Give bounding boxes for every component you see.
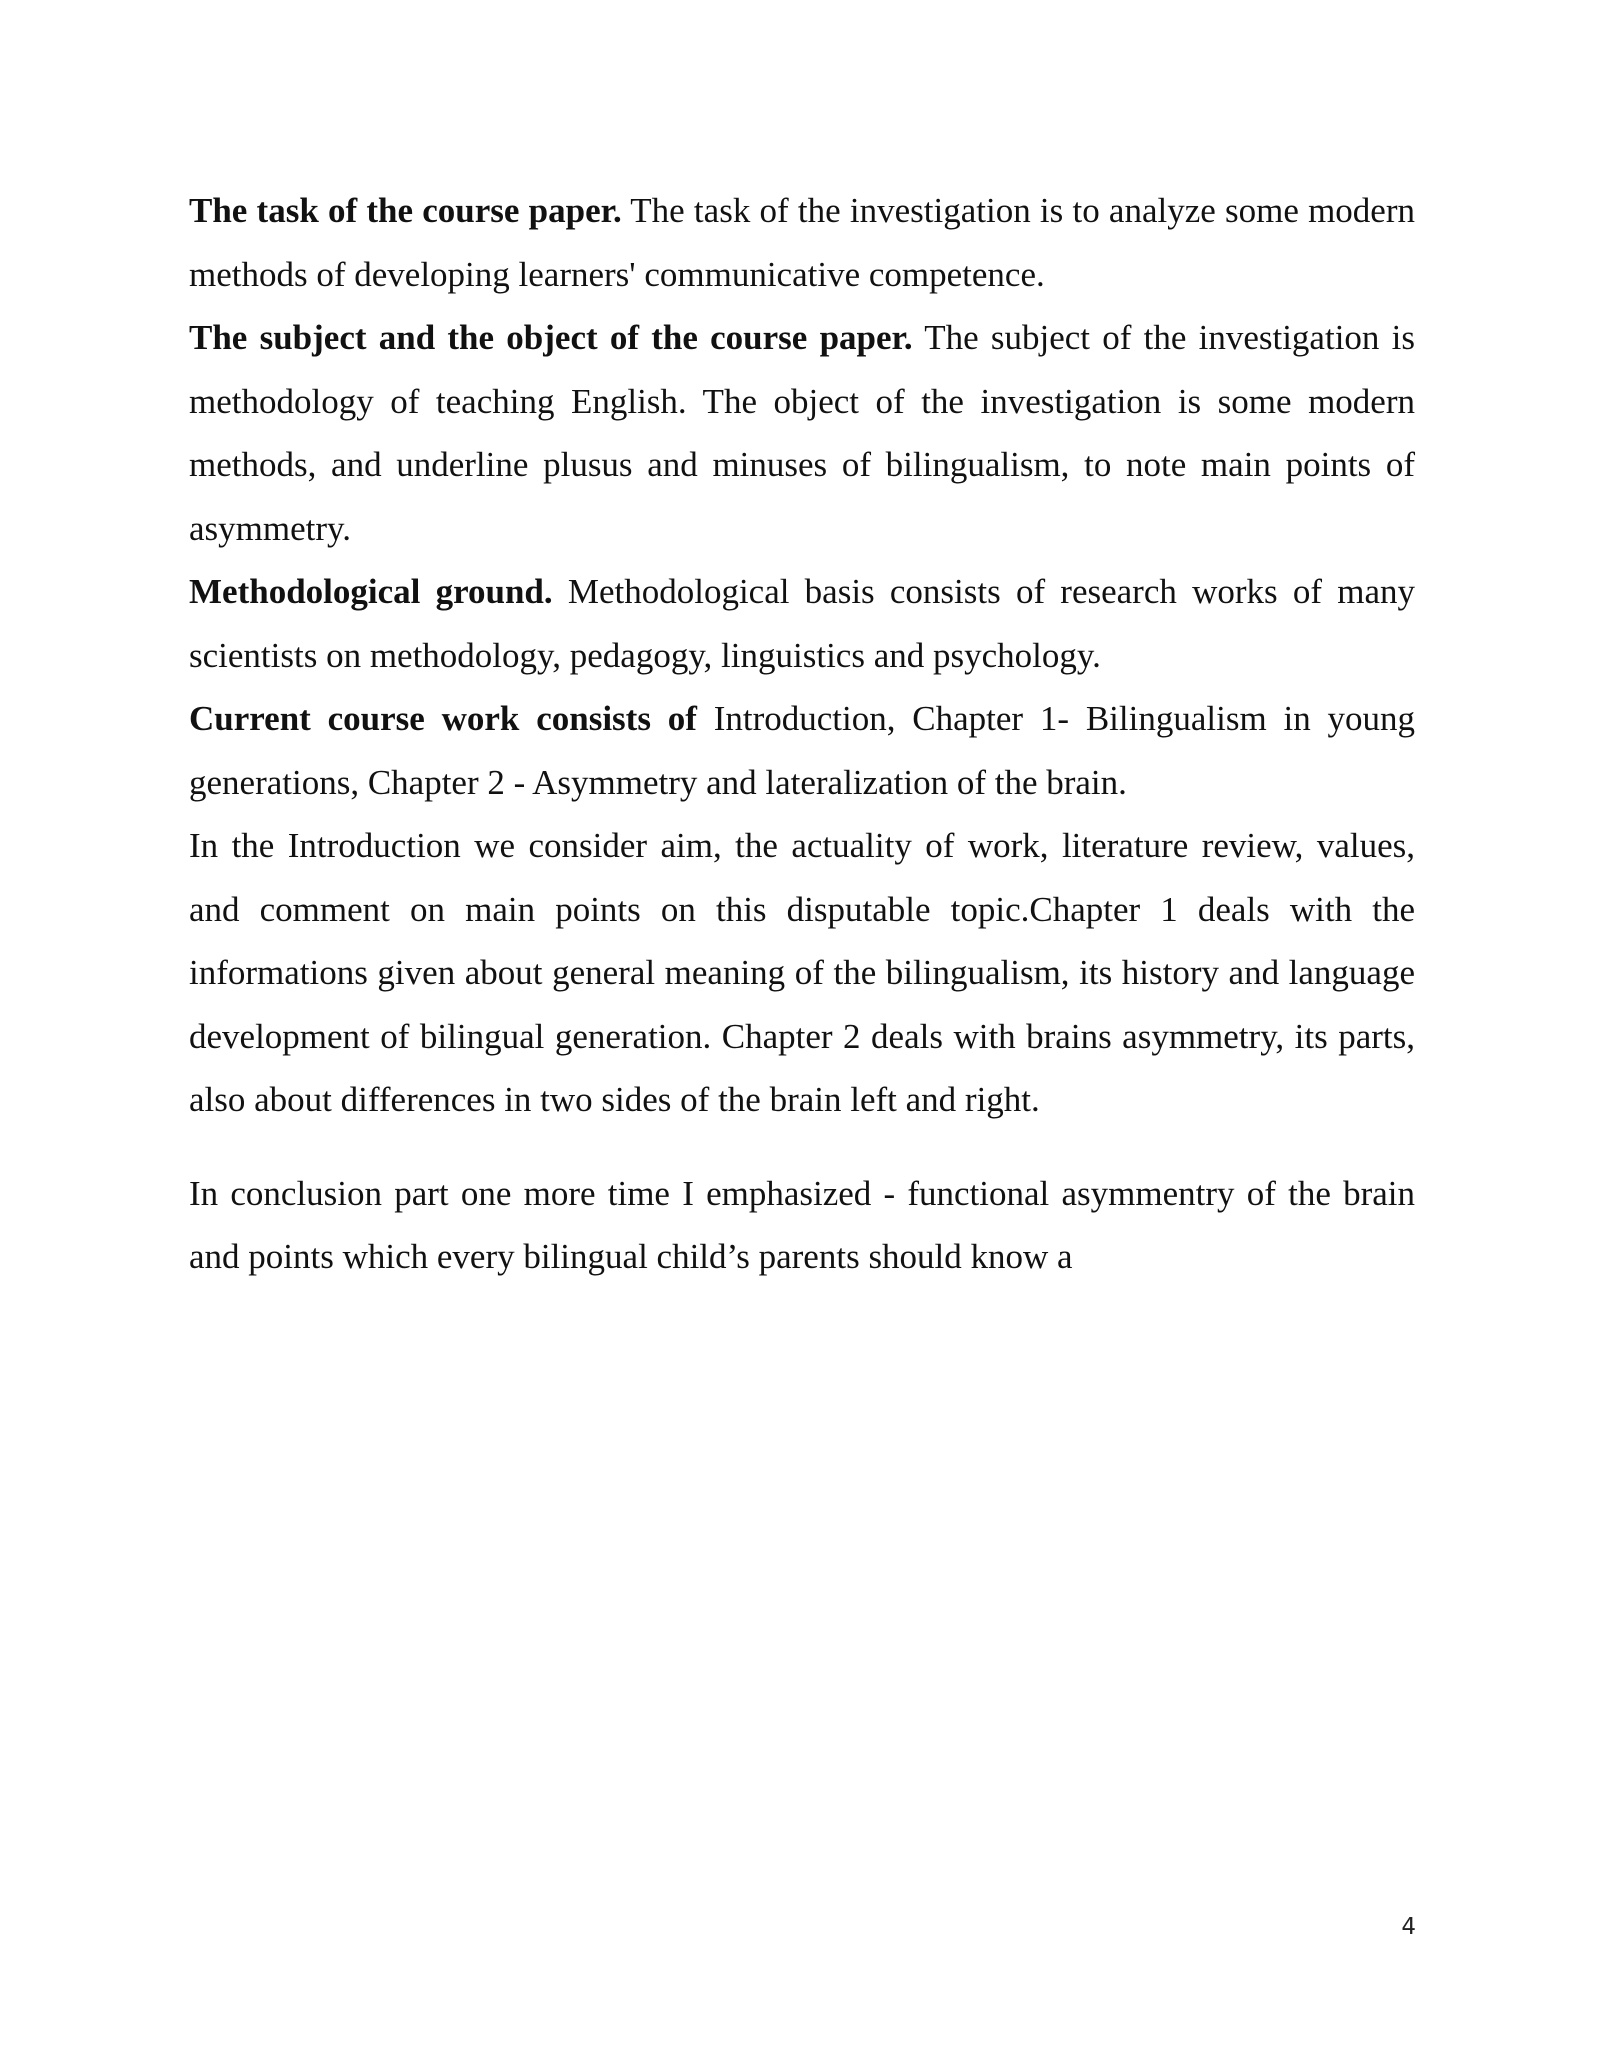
- paragraph-introduction: [189, 814, 1415, 1132]
- paragraph-methodological-ground: [189, 560, 1415, 687]
- page-number: 4: [1401, 1914, 1416, 1940]
- paragraph-lead: The subject and the object of the course paper.: [189, 318, 913, 357]
- paragraph-text: In conclusion part one more time I emphasized - functional asymmentry of the brain and points which every bilingual child’s parents should know a: [189, 1173, 1415, 1276]
- paragraph-lead: Methodological ground.: [189, 572, 553, 611]
- paragraph-conclusion: [189, 1162, 1415, 1289]
- paragraph-text: In the Introduction we consider aim, the actuality of work, literature review, values, and comment on main points on this disputable topic.Chapter 1 deals with the informations given about general meaning of the bilingualism, its history and language development of bilingual generation. Chapter 2 deals with brains asymmetry, its parts, also about differences in two sides of the brain left and right.: [189, 826, 1415, 1119]
- paragraph-lead: Current course work consists of: [189, 699, 697, 738]
- paragraph-lead: The task of the course paper.: [189, 191, 622, 230]
- paragraph-subject-object: [189, 306, 1415, 560]
- paragraph-structure: [189, 687, 1415, 814]
- paragraph-text: The task of the investigation is to analyze some modern methods of developing learners' communicative competence.: [189, 191, 1415, 294]
- paragraph-text: Methodological basis consists of research works of many scientists on methodology, pedagogy, linguistics and psychology.: [189, 572, 1415, 675]
- paragraph-task: [189, 179, 1415, 306]
- document-body: [189, 179, 1415, 1289]
- paragraph-text: The subject of the investigation is methodology of teaching English. The object of the investigation is some modern methods, and underline plusus and minuses of bilingualism, to note main points of asymmetry.: [189, 318, 1415, 548]
- paragraph-text: Introduction, Chapter 1- Bilingualism in young generations, Chapter 2 - Asymmetry and lateralization of the brain.: [189, 699, 1415, 802]
